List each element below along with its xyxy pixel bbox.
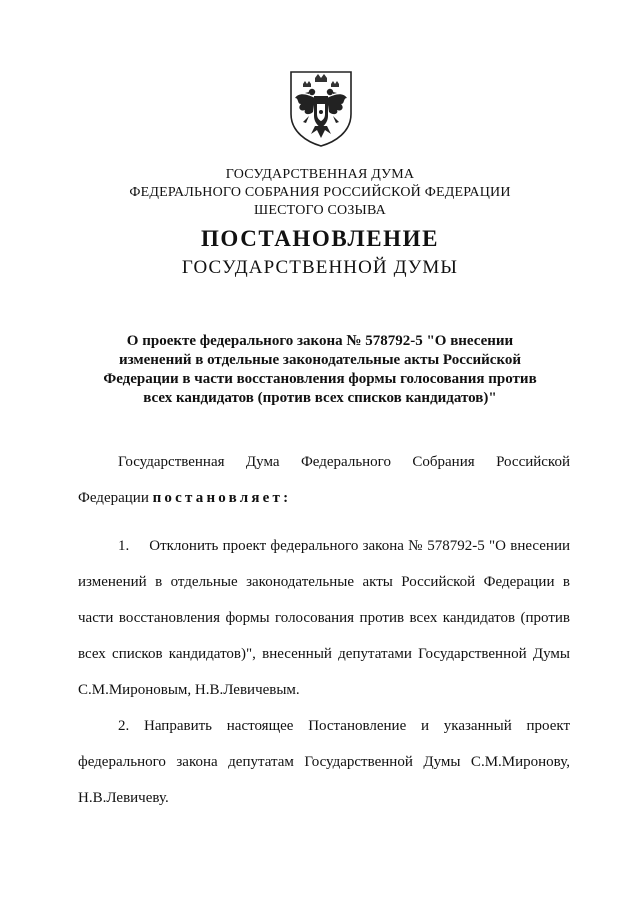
item-1-paragraph [78, 528, 570, 708]
header-line-convocation: ШЕСТОГО СОЗЫВА [254, 203, 386, 218]
document-title: ПОСТАНОВЛЕНИЕ [200, 226, 440, 251]
document-subtitle: ГОСУДАРСТВЕННОЙ ДУМЫ [181, 257, 459, 278]
header-line-assembly: ФЕДЕРАЛЬНОГО СОБРАНИЯ РОССИЙСКОЙ ФЕДЕРАЦИИ [129, 185, 511, 200]
header-line-duma: ГОСУДАРСТВЕННАЯ ДУМА [225, 167, 415, 182]
subject-line: всех кандидатов (против всех списков кандидатов)" [143, 390, 497, 406]
coat-of-arms-icon [285, 68, 357, 148]
intro-paragraph [78, 444, 570, 516]
item-1-text: Отклонить проект федерального закона № 578792-5 "О внесении изменений в отдельные законодательные акты Российской Федерации в части восстановления формы голосования против всех кандидатов (против всех списков кандидатов)", внесенный депутатами Государственной Думы С.М.Мироновым, Н.В.Левичевым. [78, 538, 570, 698]
item-2-number: 2. [118, 718, 130, 734]
subject-line: Федерации в части восстановления формы голосования против [103, 371, 537, 387]
subject-line: изменений в отдельные законодательные акты Российской [118, 352, 522, 368]
intro-text: Государственная Дума Федерального Собрания Российской Федерации [78, 454, 570, 506]
item-1-number: 1. [118, 538, 130, 554]
item-2-paragraph [78, 708, 570, 816]
subject-line: О проекте федерального закона № 578792-5 "О внесении [126, 333, 514, 349]
intro-verb: постановляет: [152, 490, 292, 506]
item-2-text: Направить настоящее Постановление и указанный проект федерального закона депутатам Государственной Думы С.М.Миронову, Н.В.Левичеву. [78, 718, 570, 806]
document-subject [80, 332, 560, 408]
